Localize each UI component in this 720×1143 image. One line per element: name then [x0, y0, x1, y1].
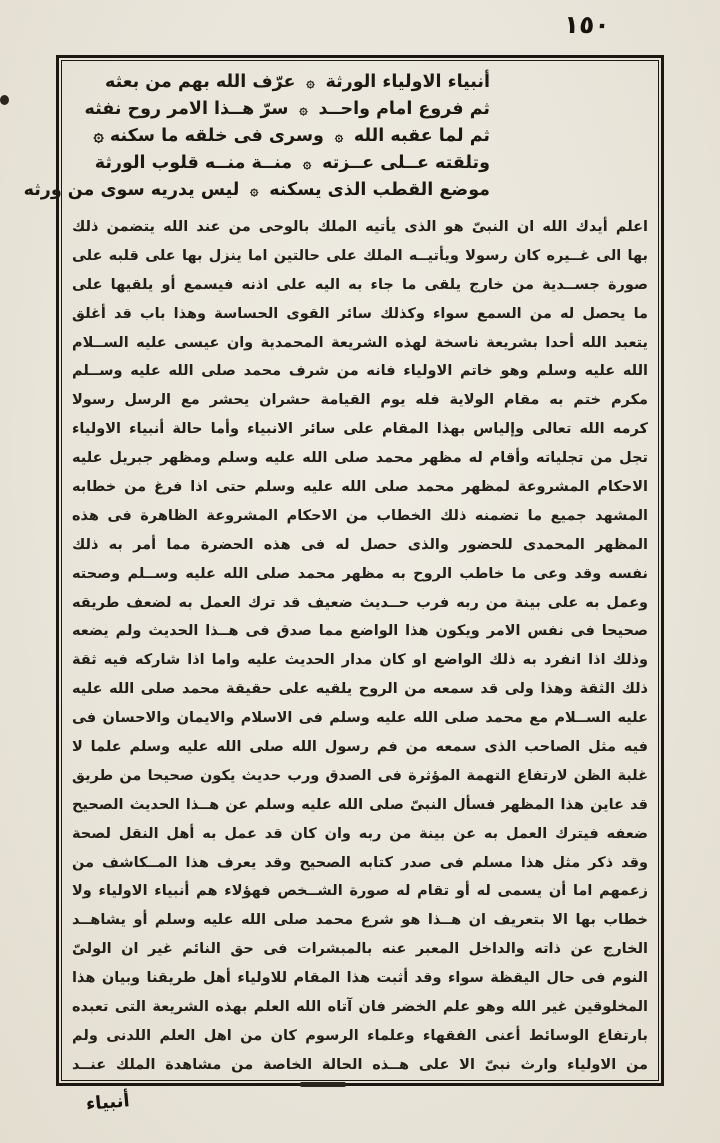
verse-separator-ornament: ۞ [299, 102, 308, 118]
text-line: ضعفه فيترك العمل به عن بينة من ربه وان كان قد عمل به أهل النقل لصحة [72, 825, 648, 842]
text-line: يتعبد الله أحدا بشريعة ناسخة لهذه الشريعة المحمدية وان عيسى عليه الســلام [72, 334, 648, 351]
text-line: ذلك الثقة وهذا ولى قد سمعه من الروح يلقيه على حقيقة محمد صلى الله عليه [72, 681, 648, 698]
text-line: المظهر المحمدى للحضور والذى حصل له فى هذه الحضرة مما أمر به ذلك [72, 536, 648, 553]
text-line: بارتفاع الوسائط أعنى الفقهاء وعلماء الرسوم كان من اهل العلم اللدنى ولم [72, 1027, 648, 1044]
verse-line [104, 69, 490, 96]
verse-hemistich-first: موضع القطب الذى يسكنه [269, 180, 490, 200]
verse-hemistich-first: أنبياء الاولياء الورثة [325, 72, 490, 92]
text-line: المخلوقين غير الله وهو علم الخضر فان آتاه الله العلم بهذه الشريعة التى تعبده [72, 999, 648, 1016]
text-line: ما يحصل له من السمع سواء وكذلك سائر القوى الحساسة وهذا باب قد أغلق [72, 305, 648, 322]
poem-section [23, 69, 490, 204]
text-line: صحيحا فى نفس الامر ويكون هذا الواضع مما صدق فى هــذا الحديث ولم يضعه [72, 623, 648, 640]
text-line: بها الى غــيره كان رسولا ويأتيــه الملك على حالتين اما ينزل بها على قلبه على [72, 247, 648, 264]
verse-separator-ornament: ۞ [303, 156, 312, 172]
text-line: عليه الســلام مع محمد صلى الله عليه وسلم فى الاسلام والايمان والاحسان فى [72, 710, 648, 727]
text-line: وقد ذكر مثل هذا مسلم فى صدر كتابه الصحيح وقد يعرف هذا المــكاشف من [72, 854, 648, 871]
page-number: ١٥٠ [563, 10, 612, 39]
text-line: النوم فى حال اليقظة سواء وقد أثبت هذا المقام للاولياء أهل طريقنا وبيان هذا [72, 970, 648, 987]
text-line: نفسه وقد وعى ما خاطب الروح به مظهر محمد صلى الله عليه وســلم وصحته [72, 565, 648, 582]
text-line: وعمل به على بينة من ربه فرب حــديث ضعيف قد ترك العمل به لضعف طريقه [72, 594, 648, 611]
verse-hemistich-second: منــة منــه قلوب الورثة [94, 153, 293, 173]
verse-hemistich-second: ليس يدريه سوى من ورثه [23, 180, 240, 200]
catchword: أنبياء [85, 1090, 131, 1115]
text-line: من الاولياء وارث نبىّ الا على هــذه الحالة الخاصة من مشاهدة الملك عنــد [72, 1056, 648, 1073]
verse-line [84, 96, 490, 123]
verse-separator-ornament: ۞ [250, 183, 259, 199]
verse-hemistich-second: وسرى فى خلقه ما سكنه ۞ [93, 126, 324, 146]
text-line: الخارج عن ذاته والداخل المعبر عنه بالمبشرات فى حق النائم غير ان الولىّ [72, 941, 648, 958]
verse-separator-ornament: ۞ [334, 129, 344, 145]
verse-line [94, 150, 490, 177]
verse-hemistich-second: عرّف الله بهم من بعثه [104, 72, 296, 92]
text-line: قد عاين هذا المظهر فسأل النبىّ صلى الله عليه وسلم عن هــذا الحديث الصحيح [72, 796, 648, 813]
text-line: فيه مثل الصاحب الذى سمعه من فم رسول الله صلى الله عليه وسلم علما لا [72, 739, 648, 756]
text-line: زعمهم اما أن يسمى له أو تقام له صورة الشــخص فهؤلاء هم أنبياء الاولياء ولا [72, 883, 648, 900]
verse-hemistich-first: ثم لما عقبه الله [353, 126, 490, 146]
verse-separator-ornament: ۞ [306, 75, 315, 91]
text-line: اعلم أيدك الله ان النبىّ هو الذى يأتيه الملك بالوحى من عند الله يتضمن ذلك [72, 219, 648, 235]
text-line: المشهد جميع ما تضمنه ذلك الخطاب من الاحكام المشروعة الظاهرة فى هذه [72, 507, 648, 524]
text-line: كرمه الله تعالى وإلياس بهذا المقام على سائر الانبياء وأما حالة أنبياء الاولياء [72, 421, 648, 438]
verse-line [23, 177, 490, 204]
text-line: تجل من تجلياته وأقام له مظهر محمد صلى الله عليه وسلم ومظهر جبريل عليه [72, 450, 648, 467]
verse-line [93, 123, 490, 150]
text-line: وذلك اذا انفرد به ذلك الواضع او كان مدار الحديث عليه واما اذا شاركه فيه ثقة [72, 652, 648, 669]
text-line: صورة جســدية من خارج يلقى ما جاء به اليه على اذنه فيسمع أو يلقيها على [72, 276, 648, 293]
text-line: الله عليه وسلم وهو خاتم الاولياء فانه من شرف محمد صلى الله عليه وســلم [72, 363, 648, 380]
verse-hemistich-first: وتلقته عــلى عــزته [322, 153, 490, 173]
text-line: مكرم ختم به مقام الولاية فله يوم القيامة حشران يحشر مع الرسل رسولا [72, 392, 648, 409]
verse-hemistich-first: ثم فروع امام واحــد [318, 99, 490, 119]
prose-section [72, 213, 648, 1080]
text-line: غلبة الظن لارتفاع التهمة المؤثرة فى الصدق ورب حديث يكون صحيحا من طريق [72, 767, 648, 784]
text-frame [23, 55, 664, 1086]
ink-speck [300, 1082, 346, 1087]
frame-inner-rule [23, 60, 659, 1081]
ink-speck [0, 95, 9, 105]
verse-hemistich-second: سرّ هــذا الامر روح نفثه [84, 99, 289, 119]
text-line: الاحكام المشروعة لمظهر محمد صلى الله عليه وسلم حتى اذا فرغ من خطابه [72, 479, 648, 496]
text-line: خطاب بها الا بتعريف ان هــذا هو شرع محمد صلى الله عليه وسلم أو يشاهــد [72, 912, 648, 929]
